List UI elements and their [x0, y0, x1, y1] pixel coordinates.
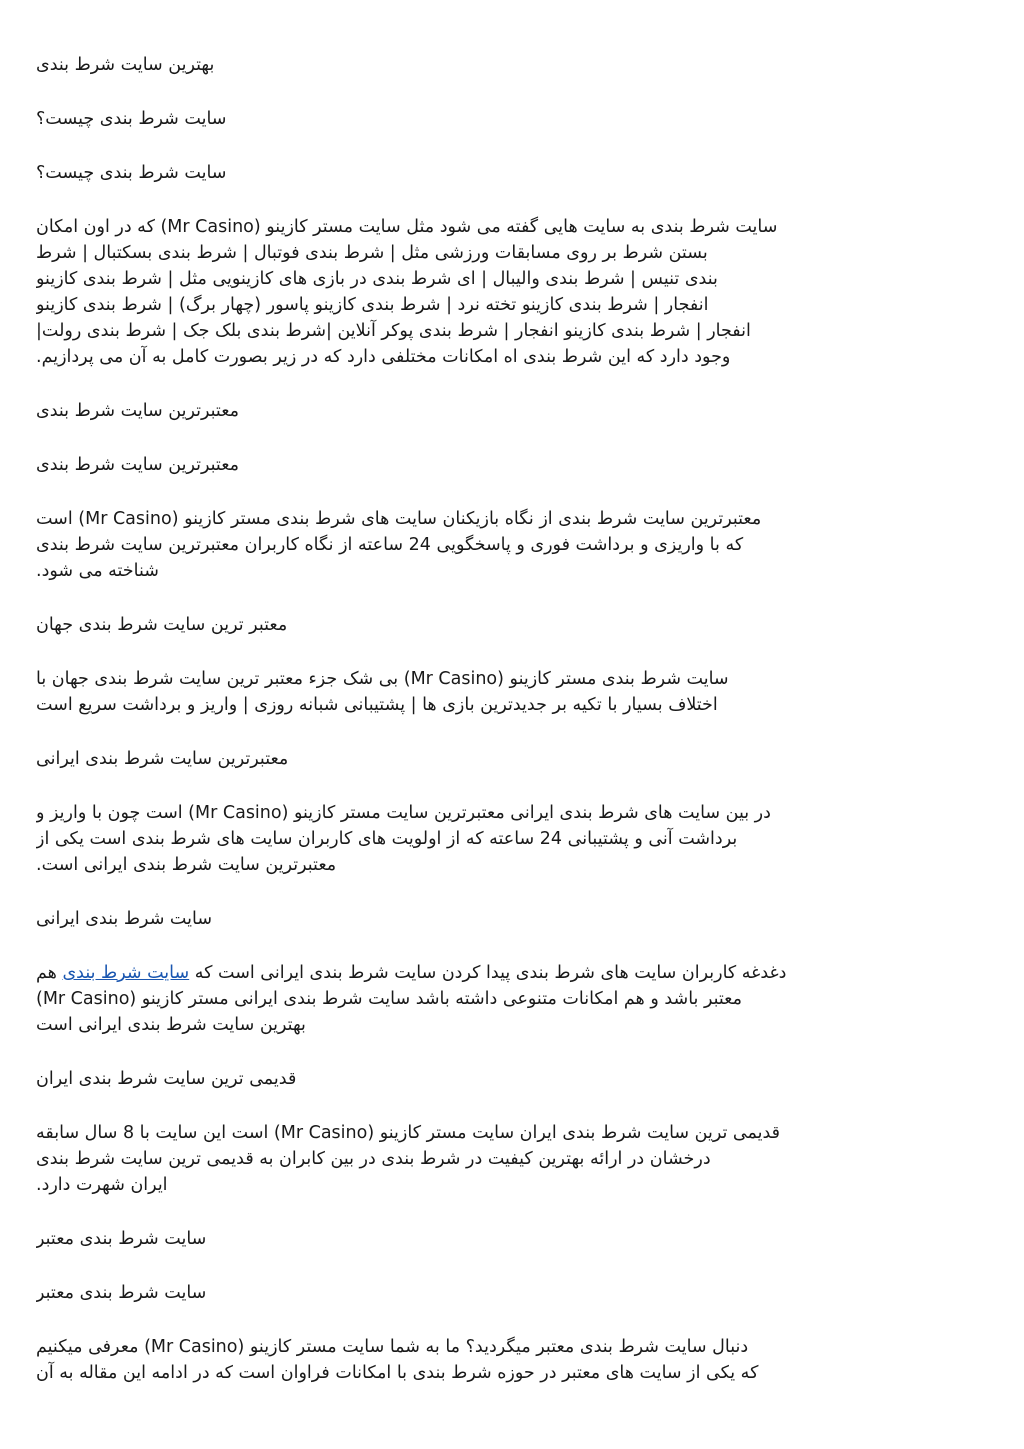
text-line: که با واریزی و برداشت فوری و پاسخگویی 24 ساعته از نگاه کاربران معتبرترین سایت شرط بندی [36, 535, 744, 555]
text-line: بهترین سایت شرط بندی ایرانی است [36, 1015, 306, 1035]
text-line: انفجار | شرط بندی کازینو انفجار | شرط بندی پوکر آنلاین |شرط بندی بلک جک | شرط بندی رولت| [36, 321, 751, 341]
paragraph [36, 1120, 988, 1198]
text-line: بهترین سایت شرط بندی [36, 55, 215, 75]
text-line: معتبرترین سایت شرط بندی ایرانی است. [36, 855, 337, 875]
section-heading [36, 1226, 988, 1252]
section-heading [36, 1280, 988, 1306]
text-line: درخشان در ارائه بهترین کیفیت در شرط بندی در بین کابران به قدیمی ترین سایت شرط بندی [36, 1149, 711, 1169]
text-span: هم [36, 963, 63, 983]
text-line: وجود دارد که این شرط بندی اه امکانات مختلفی دارد که در زیر بصورت کامل به آن می پردازیم. [36, 347, 731, 367]
text-line [36, 960, 988, 986]
paragraph [36, 800, 988, 878]
text-line: اختلاف بسیار با تکیه بر جدیدترین بازی ها | پشتیبانی شبانه روزی | واریز و برداشت سریع است [36, 695, 718, 715]
text-line: شناخته می شود. [36, 561, 159, 581]
text-line: بستن شرط بر روی مسابقات ورزشی مثل | شرط بندی فوتبال | شرط بندی بسکتبال | شرط [36, 243, 708, 263]
section-heading [36, 612, 988, 638]
section-heading [36, 746, 988, 772]
text-line: قدیمی ترین سایت شرط بندی ایران سایت مستر کازینو (Mr Casino) است این سایت با 8 سال سابقه [36, 1123, 781, 1143]
text-span: دغدغه کاربران سایت های شرط بندی پیدا کردن سایت شرط بندی ایرانی است که [189, 963, 787, 983]
section-heading [36, 906, 988, 932]
section-heading [36, 106, 988, 132]
text-line: که یکی از سایت های معتبر در حوزه شرط بندی با امکانات فراوان است که در ادامه این مقاله به آن [36, 1363, 759, 1383]
text-line: معتبرترین سایت شرط بندی [36, 455, 240, 475]
text-line: برداشت آنی و پشتیبانی 24 ساعته که از اولویت های کاربران سایت های شرط بندی است یکی از [36, 829, 738, 849]
section-heading [36, 452, 988, 478]
text-line: سایت شرط بندی مستر کازینو (Mr Casino) بی شک جزء معتبر ترین سایت شرط بندی جهان با [36, 669, 729, 689]
text-line: معتبرترین سایت شرط بندی از نگاه بازیکنان سایت های شرط بندی مستر کازینو (Mr Casino) است [36, 509, 762, 529]
document-body [36, 52, 988, 1414]
paragraph [36, 214, 988, 370]
section-heading [36, 52, 988, 78]
text-line: معتبر باشد و هم امکانات متنوعی داشته باشد سایت شرط بندی ایرانی مستر کازینو (Mr Casino) [36, 989, 742, 1009]
section-heading [36, 160, 988, 186]
text-line: قدیمی ترین سایت شرط بندی ایران [36, 1069, 297, 1089]
inline-link[interactable]: سایت شرط بندی [62, 963, 190, 983]
text-line: سایت شرط بندی چیست؟ [36, 163, 227, 183]
paragraph [36, 1334, 988, 1386]
text-line: معتبر ترین سایت شرط بندی جهان [36, 615, 288, 635]
text-line: معتبرترین سایت شرط بندی ایرانی [36, 749, 289, 769]
section-heading [36, 1066, 988, 1092]
paragraph [36, 666, 988, 718]
text-line: انفجار | شرط بندی کازینو تخته نرد | شرط بندی کازینو پاسور (چهار برگ) | شرط بندی کازینو [36, 295, 709, 315]
text-line: ایران شهرت دارد. [36, 1175, 168, 1195]
text-line: سایت شرط بندی معتبر [36, 1283, 207, 1303]
paragraph [36, 960, 988, 1038]
text-line: معتبرترین سایت شرط بندی [36, 401, 240, 421]
paragraph [36, 506, 988, 584]
text-line: بندی تنیس | شرط بندی والیبال | ای شرط بندی در بازی های کازینویی مثل | شرط بندی کازینو [36, 269, 718, 289]
text-line: سایت شرط بندی ایرانی [36, 909, 212, 929]
section-heading [36, 398, 988, 424]
text-line: سایت شرط بندی چیست؟ [36, 109, 227, 129]
text-line: دنبال سایت شرط بندی معتبر میگردید؟ ما به شما سایت مستر کازینو (Mr Casino) معرفی میکنیم [36, 1337, 749, 1357]
text-line: سایت شرط بندی به سایت هایی گفته می شود مثل سایت مستر کازینو (Mr Casino) که در اون امکان [36, 217, 778, 237]
text-line: سایت شرط بندی معتبر [36, 1229, 207, 1249]
text-line: در بین سایت های شرط بندی ایرانی معتبرترین سایت مستر کازینو (Mr Casino) است چون با واریز و [36, 803, 771, 823]
